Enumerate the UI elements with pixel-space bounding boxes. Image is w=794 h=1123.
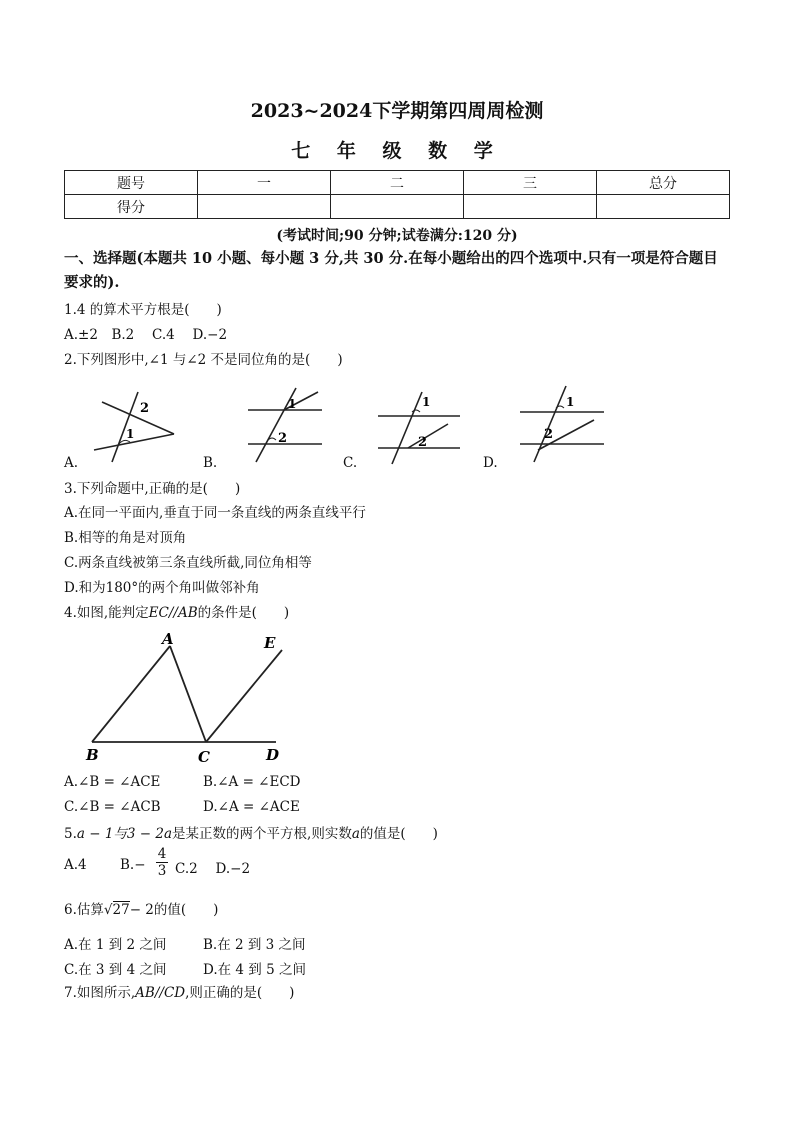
q2-option-d-label: D. [483, 455, 498, 471]
point-label-b: B [86, 746, 99, 764]
q4-stem-post: 的条件是( ) [197, 605, 290, 621]
exam-info: (考试时间;90 分钟;试卷满分:120 分) [276, 228, 518, 244]
q5-stem-var: a [351, 826, 360, 842]
q6-option-b[interactable]: B.在 2 到 3 之间 [203, 937, 306, 953]
q6-stem-post: 的值( ) [153, 902, 219, 918]
question-3-stem: 3.下列命题中,正确的是( ) [64, 481, 241, 497]
angle-label: 1 [126, 427, 135, 441]
q6-option-d[interactable]: D.在 4 到 5 之间 [203, 962, 306, 978]
q6-radicand: 27 [112, 902, 130, 918]
q7-stem-pre: 7.如图所示, [64, 985, 136, 1001]
sqrt-symbol: √ [103, 902, 113, 918]
angle-label: 1 [422, 395, 431, 409]
question-5-stem [64, 824, 438, 844]
q5-stem-end: 的值是( ) [359, 826, 438, 842]
question-6-stem [64, 900, 218, 920]
score-cell[interactable] [464, 195, 597, 219]
point-label-d: D [266, 746, 280, 764]
question-7-stem [64, 983, 294, 1003]
subject-title: 七 年 级 数 学 [291, 140, 503, 162]
q2-option-c-label: C. [343, 455, 358, 471]
exam-title: 2023~2024下学期第四周周检测 [250, 100, 544, 122]
question-1-stem: 1.4 的算术平方根是( ) [64, 302, 222, 318]
figure-line [102, 402, 174, 434]
q5-option-b[interactable] [120, 857, 146, 873]
fraction-denominator: 3 [157, 863, 167, 879]
q3-option-c[interactable]: C.两条直线被第三条直线所截,同位角相等 [64, 555, 312, 571]
q4-option-a[interactable]: A.∠B = ∠ACE [64, 774, 161, 790]
q2-figure-b [230, 382, 330, 468]
q5-stem-post: 是某正数的两个平方根,则实数 [172, 826, 352, 842]
angle-label: 2 [418, 435, 428, 450]
line-ac [170, 646, 206, 742]
q4-figure [80, 630, 300, 768]
line-ce [206, 650, 282, 742]
q4-option-b[interactable]: B.∠A = ∠ECD [203, 774, 301, 790]
q6-option-a[interactable]: A.在 1 到 2 之间 [64, 937, 167, 953]
table-cell: 三 [464, 171, 597, 195]
figure-line [534, 386, 566, 462]
line-ab [92, 646, 170, 742]
angle-label: 1 [288, 397, 297, 411]
q2-figure-c [372, 384, 472, 468]
table-cell: 总分 [597, 171, 730, 195]
q5-stem-math: a − 1与3 − 2a [76, 826, 173, 842]
point-label-e: E [264, 634, 276, 652]
table-cell: 二 [331, 171, 464, 195]
q6-option-c[interactable]: C.在 3 到 4 之间 [64, 962, 167, 978]
angle-label: 1 [566, 395, 575, 409]
q6-stem-math: − 2 [129, 902, 154, 918]
question-1-options: A.±2 B.2 C.4 D.−2 [64, 327, 228, 343]
table-cell: 一 [198, 171, 331, 195]
figure-line [408, 424, 448, 448]
q5-option-a[interactable]: A.4 [64, 857, 87, 873]
q2-figure-d [512, 380, 608, 468]
point-label-c: C [198, 748, 210, 766]
q2-option-b-label: B. [203, 455, 218, 471]
q4-option-c[interactable]: C.∠B = ∠ACB [64, 799, 161, 815]
question-2-stem: 2.下列图形中,∠1 与∠2 不是同位角的是( ) [64, 352, 343, 368]
q7-stem-math: AB//CD [135, 985, 186, 1001]
q6-stem-pre: 6.估算 [64, 902, 104, 918]
score-table-score-row [65, 195, 730, 219]
section-heading: 一、选择题(本题共 10 小题、每小题 3 分,共 30 分.在每小题给出的四个选项中.只有一项是符合题目要求的). [64, 250, 718, 291]
q7-stem-post: ,则正确的是( ) [185, 985, 295, 1001]
point-label-a: A [162, 630, 174, 648]
q3-option-b[interactable]: B.相等的角是对顶角 [64, 530, 187, 546]
q4-stem-math: EC//AB [148, 605, 198, 621]
q2-option-a-label: A. [64, 455, 79, 471]
q5-stem-pre: 5. [64, 826, 77, 842]
table-cell: 得分 [65, 195, 198, 219]
figure-line [392, 392, 422, 464]
angle-label: 2 [544, 427, 554, 442]
q5-option-b-prefix: B.− [120, 857, 146, 873]
fraction-numerator: 4 [157, 846, 167, 862]
score-cell[interactable] [597, 195, 730, 219]
table-cell: 题号 [65, 171, 198, 195]
q5-option-b-fraction [156, 846, 168, 879]
angle-label: 2 [140, 401, 150, 416]
score-table-header-row [65, 171, 730, 195]
score-cell[interactable] [331, 195, 464, 219]
q3-option-d[interactable]: D.和为180°的两个角叫做邻补角 [64, 580, 260, 596]
q4-stem-pre: 4.如图,能判定 [64, 605, 149, 621]
score-cell[interactable] [198, 195, 331, 219]
angle-label: 2 [278, 431, 288, 446]
q2-figure-a [88, 388, 188, 468]
q5-options-cd[interactable]: C.2 D.−2 [175, 861, 251, 877]
q3-option-a[interactable]: A.在同一平面内,垂直于同一条直线的两条直线平行 [64, 505, 366, 521]
q4-option-d[interactable]: D.∠A = ∠ACE [203, 799, 300, 815]
score-table [64, 170, 730, 219]
question-4-stem [64, 603, 289, 623]
